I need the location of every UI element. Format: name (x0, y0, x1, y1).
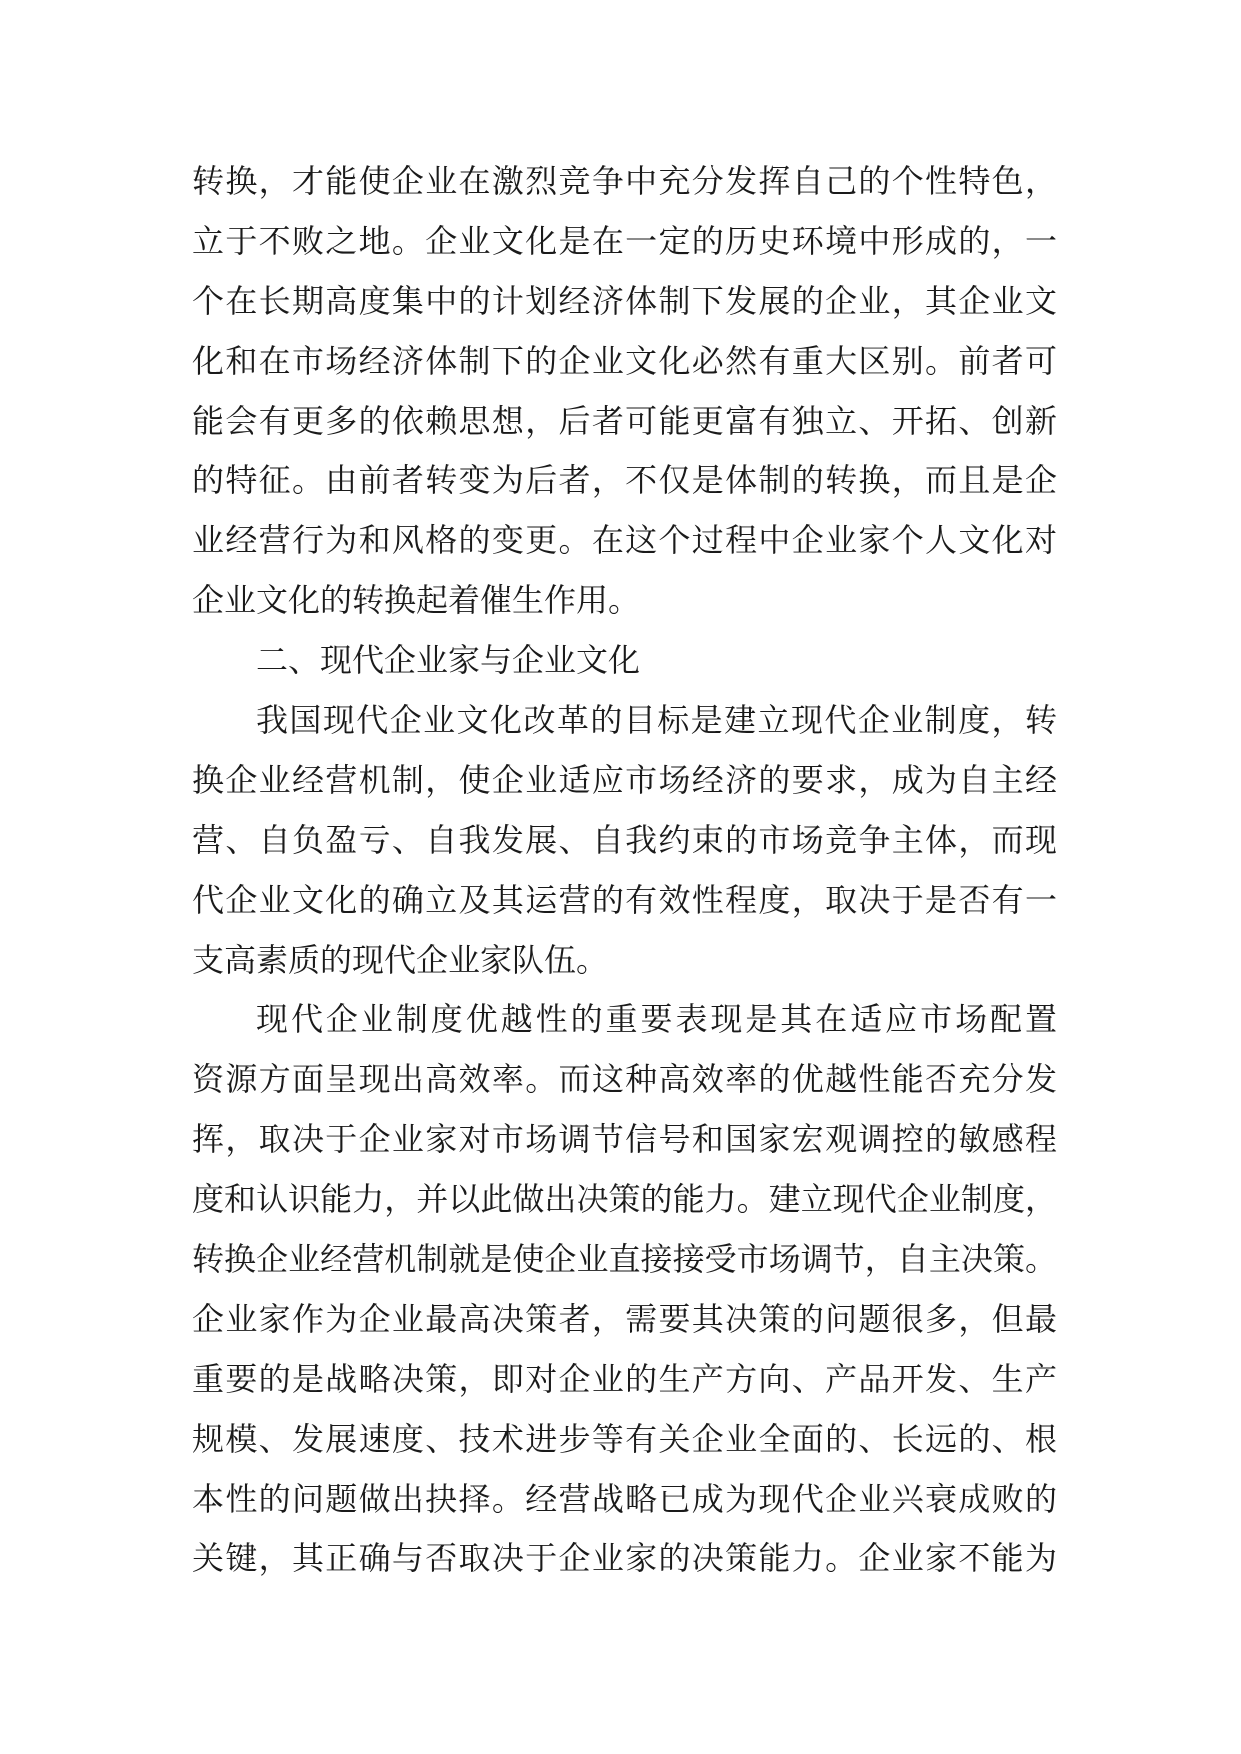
text-line: 转换，才能使企业在激烈竞争中充分发挥自己的个性特色， (192, 162, 1057, 200)
text-line: 重要的是战略决策，即对企业的生产方向、产品开发、生产 (192, 1359, 1057, 1398)
text-line: 化和在市场经济体制下的企业文化必然有重大区别。前者可 (192, 341, 1057, 380)
text-line: 规模、发展速度、技术进步等有关企业全面的、长远的、根 (192, 1419, 1057, 1458)
text-line: 资源方面呈现出高效率。而这种高效率的优越性能否充分发 (192, 1060, 1057, 1099)
text-line: 挥，取决于企业家对市场调节信号和国家宏观调控的敏感程 (192, 1120, 1057, 1159)
text-line: 转换企业经营机制就是使企业直接接受市场调节，自主决策。 (192, 1240, 1057, 1279)
text-line: 换企业经营机制，使企业适应市场经济的要求，成为自主经 (192, 760, 1057, 799)
text-line: 企业文化的转换起着催生作用。 (192, 581, 641, 620)
text-line: 营、自负盈亏、自我发展、自我约束的市场竞争主体，而现 (192, 820, 1057, 859)
body-text (192, 152, 1057, 1589)
text-line: 的特征。由前者转变为后者，不仅是体制的转换，而且是企 (192, 461, 1057, 500)
text-line: 能会有更多的依赖思想，后者可能更富有独立、开拓、创新 (192, 401, 1057, 440)
text-line: 现代企业制度优越性的重要表现是其在适应市场配置 (256, 1000, 1057, 1039)
section-heading: 二、现代企业家与企业文化 (256, 641, 641, 680)
text-line: 度和认识能力，并以此做出决策的能力。建立现代企业制度， (192, 1180, 1057, 1219)
text-line: 本性的问题做出抉择。经营战略已成为现代企业兴衰成败的 (192, 1479, 1057, 1518)
text-line: 立于不败之地。企业文化是在一定的历史环境中形成的，一 (192, 221, 1057, 260)
text-line: 业经营行为和风格的变更。在这个过程中企业家个人文化对 (192, 521, 1057, 560)
text-line: 代企业文化的确立及其运营的有效性程度，取决于是否有一 (192, 880, 1057, 919)
text-line: 个在长期高度集中的计划经济体制下发展的企业，其企业文 (192, 281, 1057, 320)
text-line: 企业家作为企业最高决策者，需要其决策的问题很多，但最 (192, 1299, 1057, 1338)
text-line: 关键，其正确与否取决于企业家的决策能力。企业家不能为 (192, 1539, 1057, 1578)
text-line: 支高素质的现代企业家队伍。 (192, 940, 609, 979)
text-line: 我国现代企业文化改革的目标是建立现代企业制度，转 (256, 701, 1057, 740)
